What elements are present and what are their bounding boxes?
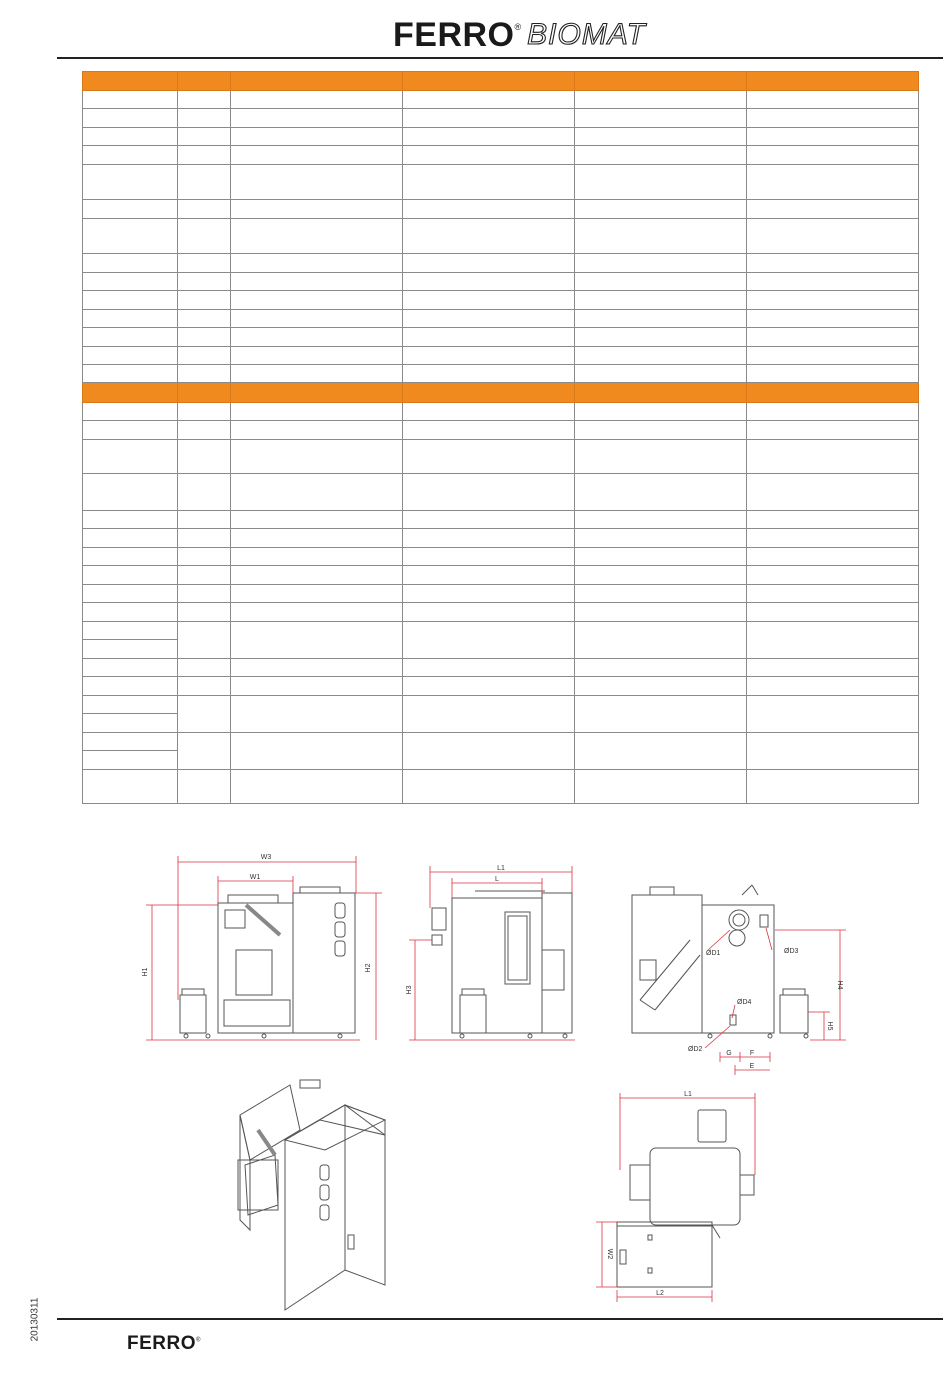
dim-label-d4: ØD4 [737,999,752,1006]
footer-logo [127,1333,201,1355]
dim-label-e: E [749,1063,755,1070]
dim-label-l2: L2 [656,1290,664,1297]
registered-mark-icon: ® [514,22,522,32]
brand-name: FERRO [393,16,515,54]
dim-label-top-l1: L1 [684,1091,692,1098]
dim-label-d3: ØD3 [784,948,799,955]
dim-label-l1: L1 [497,865,505,872]
dim-label-d1: ØD1 [706,950,721,957]
top-view-dimensions [596,1093,755,1302]
dim-label-h5: H5 [826,1021,833,1031]
dim-label-h4: H4 [836,980,843,990]
document-code-text: 20130311 [29,1297,41,1342]
front-view-dimensions [146,856,382,1040]
isometric-view-drawing [238,1080,385,1310]
dim-label-g: G [726,1050,732,1057]
side-view-dimensions [409,866,575,1040]
registered-mark-icon: ® [196,1337,201,1344]
dim-label-l: L [495,876,499,883]
dim-label-f: F [749,1050,755,1057]
dim-label-h3: H3 [406,985,413,995]
side-view-drawing [432,891,572,1038]
front-view-drawing [180,887,355,1038]
product-name: BIOMAT [527,18,646,51]
dim-label-w1: W1 [249,874,261,881]
document-code [29,1297,41,1342]
dim-label-w2: W2 [606,1248,613,1260]
rear-view-drawing [632,885,808,1038]
dim-label-w3: W3 [260,854,272,861]
footer-rule [57,1318,943,1320]
top-view-drawing [617,1110,754,1287]
dim-label-d2: ØD2 [688,1046,703,1053]
footer-brand: FERRO [127,1333,196,1354]
dim-label-h2: H2 [365,963,372,973]
dim-label-h1: H1 [142,967,149,977]
